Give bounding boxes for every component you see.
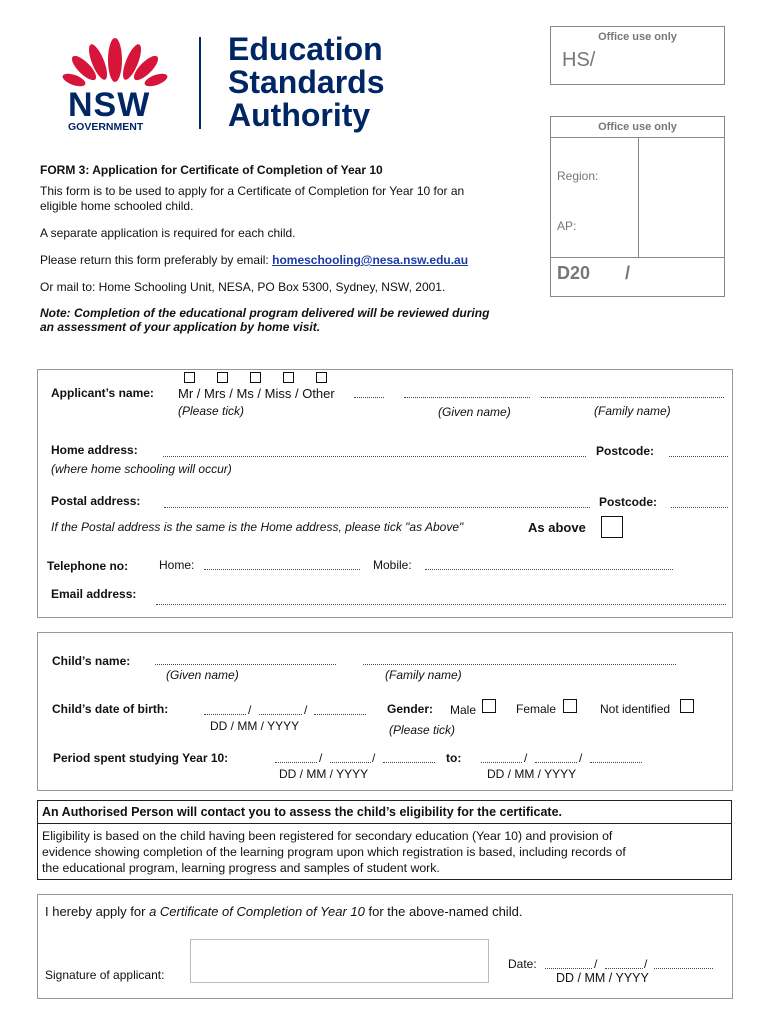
signature-label: Signature of applicant: <box>45 968 165 982</box>
purpose-line-1: This form is to be used to apply for a Certificate of Completion for Year 10 for an <box>40 184 465 198</box>
gender-female-label: Female <box>516 702 557 716</box>
period-to-label: to: <box>446 751 462 765</box>
authority-name <box>228 33 384 132</box>
postal-address-label: Postal address: <box>51 494 141 508</box>
authorised-line-3: the educational program, learning progress and samples of student work. <box>42 861 440 875</box>
dob-format: DD / MM / YYYY <box>210 719 300 733</box>
declaration-date-format: DD / MM / YYYY <box>556 971 649 985</box>
applicant-given-name-field[interactable] <box>404 397 530 398</box>
child-given-name-caption: (Given name) <box>166 668 239 682</box>
form-title: FORM 3: Application for Certificate of Completion of Year 10 <box>40 163 383 177</box>
authority-line-3: Authority <box>228 97 371 133</box>
child-family-name-field[interactable] <box>363 664 676 665</box>
applicant-given-name-caption: (Given name) <box>438 405 511 419</box>
period-from-sep-1: / <box>319 751 323 765</box>
logo-divider <box>199 37 201 129</box>
dob-day-field[interactable] <box>204 714 246 715</box>
declaration-date-sep-2: / <box>644 957 648 971</box>
title-checkbox-ms[interactable] <box>250 372 261 383</box>
office-d20-slash: / <box>625 263 631 283</box>
return-prefix: Please return this form preferably by email: <box>40 253 273 267</box>
office-use-label-1: Office use only <box>598 31 677 43</box>
gender-label: Gender: <box>387 702 434 716</box>
title-checkbox-mrs[interactable] <box>217 372 228 383</box>
home-address-field[interactable] <box>163 456 586 457</box>
office-d20-code: D20 <box>557 263 591 283</box>
postal-postcode-label: Postcode: <box>599 495 658 509</box>
telephone-home-field[interactable] <box>204 569 360 570</box>
telephone-label: Telephone no: <box>47 559 129 573</box>
dob-month-field[interactable] <box>259 714 302 715</box>
dob-sep-2: / <box>304 703 308 717</box>
period-to-sep-2: / <box>579 751 583 765</box>
office-ap-label: AP: <box>557 219 577 233</box>
email-address-label: Email address: <box>51 587 137 601</box>
office-use-box-1 <box>550 26 725 85</box>
applicant-titles: Mr / Mrs / Ms / Miss / Other <box>178 386 335 401</box>
declaration-text <box>45 904 522 919</box>
authorised-section <box>37 800 732 880</box>
as-above-label: As above <box>528 520 586 535</box>
period-from-year-field[interactable] <box>383 762 435 763</box>
email-address-field[interactable] <box>156 604 726 605</box>
nsw-waratah-logo <box>60 28 170 92</box>
telephone-mobile-field[interactable] <box>425 569 673 570</box>
declaration-date-label: Date: <box>508 957 537 971</box>
period-from-format: DD / MM / YYYY <box>279 767 369 781</box>
nsw-government-text: GOVERNMENT <box>68 121 144 133</box>
declaration-date-year-field[interactable] <box>654 968 713 969</box>
office-use-hs-value: HS/ <box>562 49 596 71</box>
period-to-year-field[interactable] <box>590 762 642 763</box>
declaration-date-sep-1: / <box>594 957 598 971</box>
home-postcode-label: Postcode: <box>596 444 655 458</box>
office-use-box-2 <box>550 116 725 297</box>
postal-postcode-field[interactable] <box>671 507 728 508</box>
declaration-suffix: for the above-named child. <box>364 904 523 919</box>
signature-box[interactable] <box>190 939 489 983</box>
applicant-please-tick: (Please tick) <box>178 404 245 418</box>
period-to-format: DD / MM / YYYY <box>487 767 577 781</box>
period-from-sep-2: / <box>372 751 376 765</box>
period-to-sep-1: / <box>524 751 528 765</box>
home-postcode-field[interactable] <box>669 456 728 457</box>
period-from-month-field[interactable] <box>330 762 371 763</box>
declaration-date-day-field[interactable] <box>545 968 592 969</box>
authorised-line-1: Eligibility is based on the child having been registered for secondary education (Year 10) and provision of <box>42 829 613 843</box>
separate-application-text: A separate application is required for each child. <box>40 226 296 240</box>
period-to-month-field[interactable] <box>535 762 577 763</box>
postal-address-field[interactable] <box>164 507 590 508</box>
gender-male-label: Male <box>450 703 477 717</box>
note-line-1: Note: Completion of the educational program delivered will be reviewed during <box>40 306 490 320</box>
declaration-prefix: I hereby apply for <box>45 904 150 919</box>
dob-label: Child’s date of birth: <box>52 702 169 716</box>
title-checkbox-other[interactable] <box>316 372 327 383</box>
telephone-home-label: Home: <box>159 558 195 572</box>
dob-sep-1: / <box>248 703 252 717</box>
gender-not-identified-label: Not identified <box>600 702 671 716</box>
gender-male-checkbox[interactable] <box>482 699 496 713</box>
waratah-icon <box>60 28 170 92</box>
authority-line-1: Education <box>228 31 383 67</box>
office-divider-h2 <box>551 257 724 258</box>
period-from-day-field[interactable] <box>275 762 317 763</box>
child-given-name-field[interactable] <box>155 664 336 665</box>
dob-year-field[interactable] <box>314 714 366 715</box>
applicant-family-name-field[interactable] <box>541 397 724 398</box>
office-divider-v <box>638 137 639 257</box>
child-family-name-caption: (Family name) <box>385 668 462 682</box>
note-line-2: an assessment of your application by home visit. <box>40 320 321 334</box>
office-use-label-2: Office use only <box>598 121 677 133</box>
other-title-field[interactable] <box>354 397 384 398</box>
return-instructions <box>40 253 468 267</box>
home-address-label: Home address: <box>51 443 138 457</box>
office-region-label: Region: <box>557 169 599 183</box>
gender-not-identified-checkbox[interactable] <box>680 699 694 713</box>
title-checkbox-mr[interactable] <box>184 372 195 383</box>
email-link[interactable]: homeschooling@nesa.nsw.edu.au <box>272 253 469 267</box>
period-to-day-field[interactable] <box>481 762 522 763</box>
period-label: Period spent studying Year 10: <box>53 751 229 765</box>
home-address-note: (where home schooling will occur) <box>51 462 232 476</box>
declaration-cert: a Certificate of Completion of Year 10 <box>149 904 365 919</box>
postal-same-note: If the Postal address is the same is the Home address, please tick "as Above" <box>51 520 464 534</box>
mail-instructions: Or mail to: Home Schooling Unit, NESA, PO Box 5300, Sydney, NSW, 2001. <box>40 280 446 294</box>
title-checkbox-miss[interactable] <box>283 372 294 383</box>
authority-line-2: Standards <box>228 64 385 100</box>
nsw-logo-text: NSW <box>68 86 151 124</box>
telephone-mobile-label: Mobile: <box>373 558 412 572</box>
gender-female-checkbox[interactable] <box>563 699 577 713</box>
as-above-checkbox[interactable] <box>601 516 623 538</box>
gender-please-tick: (Please tick) <box>389 723 456 737</box>
declaration-date-month-field[interactable] <box>605 968 643 969</box>
applicant-name-label: Applicant’s name: <box>51 386 154 400</box>
applicant-family-name-caption: (Family name) <box>594 404 671 418</box>
purpose-line-2: eligible home schooled child. <box>40 199 194 213</box>
authorised-heading: An Authorised Person will contact you to assess the child’s eligibility for the certificate. <box>42 805 563 819</box>
child-name-label: Child’s name: <box>52 654 131 668</box>
authorised-line-2: evidence showing completion of the learning program upon which registration is based, including records of <box>42 845 626 859</box>
